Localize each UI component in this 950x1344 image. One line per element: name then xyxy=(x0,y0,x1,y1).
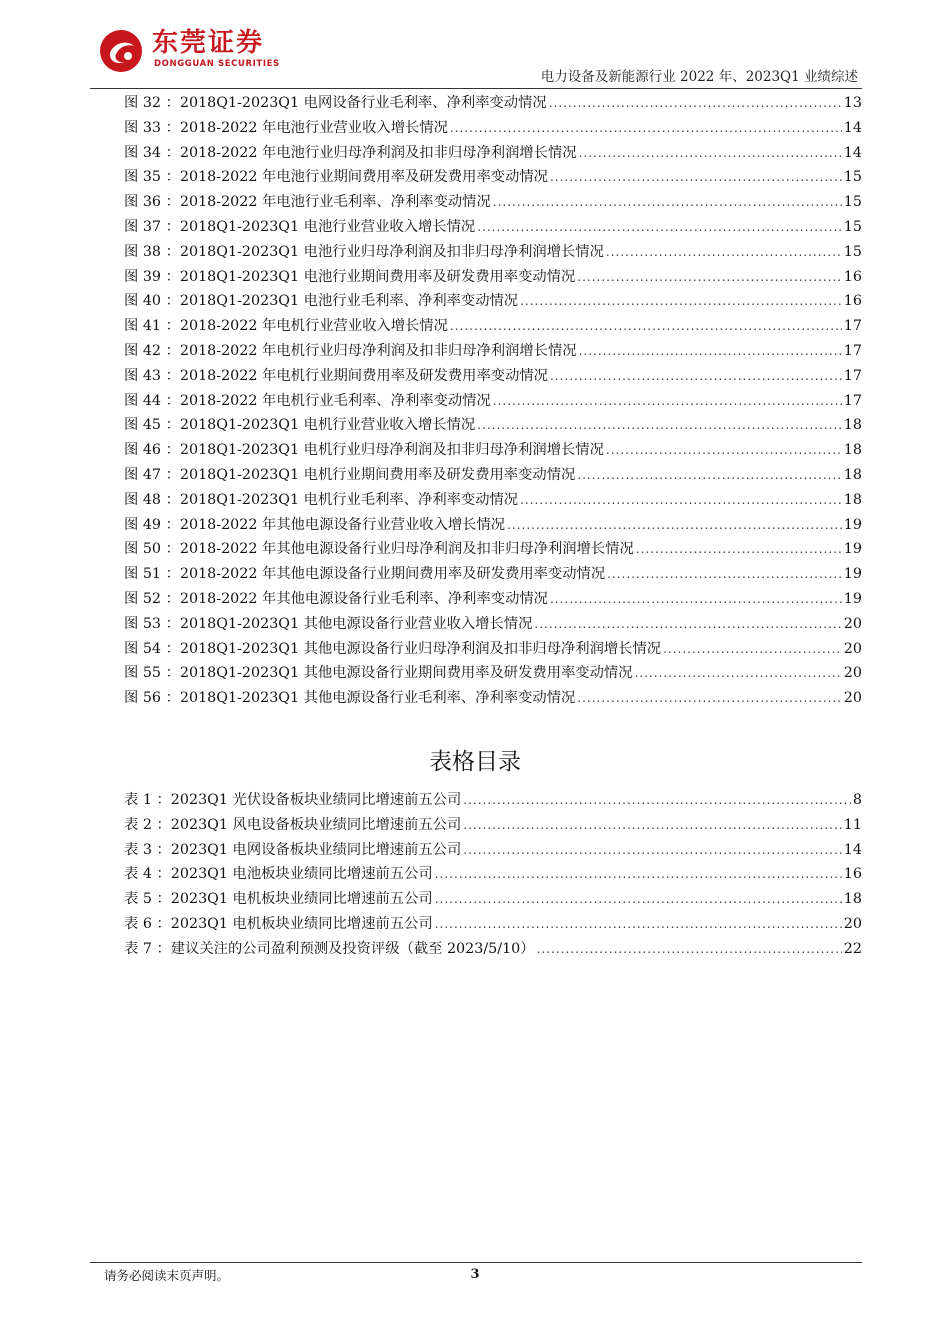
table-entry[interactable] xyxy=(124,838,862,863)
dot-leader xyxy=(534,612,841,637)
entry-label: 图 37 ：2018Q1-2023Q1 电池行业营业收入增长情况 xyxy=(124,218,476,235)
figure-entry[interactable] xyxy=(124,488,862,513)
dot-leader xyxy=(577,463,842,488)
figure-entry[interactable] xyxy=(124,240,862,265)
entry-page-number: 14 xyxy=(843,119,862,136)
entry-label: 图 45 ：2018Q1-2023Q1 电机行业营业收入增长情况 xyxy=(124,417,476,434)
entry-label: 图 43 ：2018-2022 年电机行业期间费用率及研发费用率变动情况 xyxy=(124,367,548,384)
report-title: 电力设备及新能源行业 2022 年、2023Q1 业绩综述 xyxy=(540,69,858,85)
entry-label: 表 3 ：2023Q1 电网设备板块业绩同比增速前五公司 xyxy=(124,841,462,858)
dot-leader xyxy=(550,165,842,190)
entry-label: 图 35 ：2018-2022 年电池行业期间费用率及研发费用率变动情况 xyxy=(124,169,548,186)
entry-page-number: 19 xyxy=(843,516,862,533)
figure-entry[interactable] xyxy=(124,661,862,686)
entry-page-number: 20 xyxy=(843,690,862,707)
entry-page-number: 17 xyxy=(843,392,862,409)
entry-page-number: 20 xyxy=(843,615,862,632)
figure-entry[interactable] xyxy=(124,637,862,662)
logo-text-en: DONGGUAN SECURITIES xyxy=(154,59,280,69)
figure-entry[interactable] xyxy=(124,389,862,414)
dot-leader xyxy=(636,537,842,562)
dot-leader xyxy=(606,240,842,265)
entry-label: 图 42 ：2018-2022 年电机行业归母净利润及扣非归母净利润增长情况 xyxy=(124,342,577,359)
entry-label: 图 41 ：2018-2022 年电机行业营业收入增长情况 xyxy=(124,318,448,335)
dot-leader xyxy=(607,562,842,587)
entry-label: 图 53 ：2018Q1-2023Q1 其他电源设备行业营业收入增长情况 xyxy=(124,615,533,632)
entry-label: 图 52 ：2018-2022 年其他电源设备行业毛利率、净利率变动情况 xyxy=(124,590,548,607)
dot-leader xyxy=(435,912,842,937)
figure-entry[interactable] xyxy=(124,190,862,215)
logo-mark-icon xyxy=(98,28,144,74)
dot-leader xyxy=(435,887,842,912)
entry-label: 图 47 ：2018Q1-2023Q1 电机行业期间费用率及研发费用率变动情况 xyxy=(124,466,576,483)
entry-page-number: 17 xyxy=(843,367,862,384)
figure-entry[interactable] xyxy=(124,91,862,116)
table-entry[interactable] xyxy=(124,862,862,887)
table-entry[interactable] xyxy=(124,813,862,838)
figure-entry[interactable] xyxy=(124,438,862,463)
entry-page-number: 16 xyxy=(843,293,862,310)
figure-entry[interactable] xyxy=(124,413,862,438)
entry-page-number: 18 xyxy=(843,417,862,434)
entry-label: 图 38 ：2018Q1-2023Q1 电池行业归母净利润及扣非归母净利润增长情况 xyxy=(124,243,604,260)
figure-entry[interactable] xyxy=(124,686,862,711)
entry-page-number: 14 xyxy=(843,144,862,161)
dot-leader xyxy=(537,937,842,962)
table-entry[interactable] xyxy=(124,937,862,962)
logo-text-cn: 东莞证券 xyxy=(152,28,265,58)
entry-page-number: 20 xyxy=(843,915,862,932)
dot-leader xyxy=(550,587,842,612)
dot-leader xyxy=(634,661,841,686)
entry-label: 表 1 ：2023Q1 光伏设备板块业绩同比增速前五公司 xyxy=(124,792,462,808)
entry-page-number: 16 xyxy=(843,268,862,285)
figure-entry[interactable] xyxy=(124,265,862,290)
figure-entry[interactable] xyxy=(124,612,862,637)
dot-leader xyxy=(463,813,842,838)
entry-page-number: 19 xyxy=(843,566,862,583)
entry-page-number: 17 xyxy=(843,342,862,359)
dot-leader xyxy=(520,488,842,513)
entry-label: 图 46 ：2018Q1-2023Q1 电机行业归母净利润及扣非归母净利润增长情况 xyxy=(124,442,604,459)
figure-entry[interactable] xyxy=(124,314,862,339)
dot-leader xyxy=(450,314,842,339)
entry-label: 图 36 ：2018-2022 年电池行业毛利率、净利率变动情况 xyxy=(124,194,491,211)
entry-label: 图 54 ：2018Q1-2023Q1 其他电源设备行业归母净利润及扣非归母净利润增长情况 xyxy=(124,640,662,657)
entry-label: 图 55 ：2018Q1-2023Q1 其他电源设备行业期间费用率及研发费用率变动情况 xyxy=(124,665,633,682)
entry-label: 图 32 ：2018Q1-2023Q1 电网设备行业毛利率、净利率变动情况 xyxy=(124,95,547,111)
dot-leader xyxy=(520,289,842,314)
table-entry[interactable] xyxy=(124,912,862,937)
figure-entry[interactable] xyxy=(124,116,862,141)
figure-directory xyxy=(124,91,862,711)
entry-label: 图 51 ：2018-2022 年其他电源设备行业期间费用率及研发费用率变动情况 xyxy=(124,566,606,583)
entry-label: 图 40 ：2018Q1-2023Q1 电池行业毛利率、净利率变动情况 xyxy=(124,293,519,310)
dot-leader xyxy=(577,686,842,711)
table-entry[interactable] xyxy=(124,887,862,912)
header-divider xyxy=(90,88,862,89)
dot-leader xyxy=(463,838,842,863)
entry-label: 图 39 ：2018Q1-2023Q1 电池行业期间费用率及研发费用率变动情况 xyxy=(124,268,576,285)
entry-label: 图 49 ：2018-2022 年其他电源设备行业营业收入增长情况 xyxy=(124,516,506,533)
table-directory xyxy=(124,788,862,962)
entry-label: 表 5 ：2023Q1 电机板块业绩同比增速前五公司 xyxy=(124,891,433,908)
dot-leader xyxy=(579,339,842,364)
dot-leader xyxy=(463,788,851,813)
entry-page-number: 18 xyxy=(843,491,862,508)
figure-entry[interactable] xyxy=(124,141,862,166)
entry-page-number: 14 xyxy=(843,841,862,858)
entry-label: 表 7 ：建议关注的公司盈利预测及投资评级（截至 2023/5/10） xyxy=(124,940,535,957)
entry-page-number: 19 xyxy=(843,590,862,607)
entry-label: 表 4 ：2023Q1 电池板块业绩同比增速前五公司 xyxy=(124,866,433,883)
dot-leader xyxy=(663,637,842,662)
entry-page-number: 18 xyxy=(843,891,862,908)
entry-page-number: 11 xyxy=(843,816,862,833)
figure-entry[interactable] xyxy=(124,215,862,240)
page-header xyxy=(90,26,862,92)
entry-label: 图 56 ：2018Q1-2023Q1 其他电源设备行业毛利率、净利率变动情况 xyxy=(124,690,576,707)
entry-label: 图 48 ：2018Q1-2023Q1 电机行业毛利率、净利率变动情况 xyxy=(124,491,519,508)
tables-directory-title: 表格目录 xyxy=(429,749,521,775)
figure-entry[interactable] xyxy=(124,463,862,488)
figure-entry[interactable] xyxy=(124,339,862,364)
table-entry[interactable] xyxy=(124,788,862,813)
figure-entry[interactable] xyxy=(124,587,862,612)
entry-page-number: 13 xyxy=(843,95,862,111)
entry-page-number: 20 xyxy=(843,665,862,682)
dot-leader xyxy=(549,91,842,116)
entry-page-number: 20 xyxy=(843,640,862,657)
entry-label: 图 33 ：2018-2022 年电池行业营业收入增长情况 xyxy=(124,119,448,136)
figure-entry[interactable] xyxy=(124,513,862,538)
dot-leader xyxy=(606,438,842,463)
figure-entry[interactable] xyxy=(124,364,862,389)
entry-page-number: 18 xyxy=(843,466,862,483)
entry-label: 图 44 ：2018-2022 年电机行业毛利率、净利率变动情况 xyxy=(124,392,491,409)
dot-leader xyxy=(493,190,842,215)
entry-page-number: 15 xyxy=(843,218,862,235)
figure-entry[interactable] xyxy=(124,562,862,587)
entry-label: 表 6 ：2023Q1 电机板块业绩同比增速前五公司 xyxy=(124,915,433,932)
entry-page-number: 8 xyxy=(852,792,862,808)
page-number: 3 xyxy=(470,1267,480,1282)
entry-page-number: 17 xyxy=(843,318,862,335)
dot-leader xyxy=(550,364,842,389)
dot-leader xyxy=(477,215,842,240)
figure-entry[interactable] xyxy=(124,165,862,190)
entry-page-number: 15 xyxy=(843,243,862,260)
dot-leader xyxy=(450,116,842,141)
company-logo xyxy=(98,26,358,76)
entry-label: 图 50 ：2018-2022 年其他电源设备行业归母净利润及扣非归母净利润增长情况 xyxy=(124,541,634,558)
entry-page-number: 15 xyxy=(843,169,862,186)
entry-page-number: 22 xyxy=(843,940,862,957)
figure-entry[interactable] xyxy=(124,537,862,562)
entry-page-number: 19 xyxy=(843,541,862,558)
dot-leader xyxy=(493,389,842,414)
dot-leader xyxy=(579,141,842,166)
dot-leader xyxy=(507,513,842,538)
entry-page-number: 16 xyxy=(843,866,862,883)
entry-page-number: 15 xyxy=(843,194,862,211)
footer-disclaimer: 请务必阅读末页声明。 xyxy=(104,1268,230,1283)
dot-leader xyxy=(477,413,842,438)
entry-page-number: 18 xyxy=(843,442,862,459)
figure-entry[interactable] xyxy=(124,289,862,314)
dot-leader xyxy=(435,862,842,887)
entry-label: 表 2 ：2023Q1 风电设备板块业绩同比增速前五公司 xyxy=(124,816,462,833)
dot-leader xyxy=(577,265,842,290)
footer-divider xyxy=(90,1262,862,1263)
entry-label: 图 34 ：2018-2022 年电池行业归母净利润及扣非归母净利润增长情况 xyxy=(124,144,577,161)
